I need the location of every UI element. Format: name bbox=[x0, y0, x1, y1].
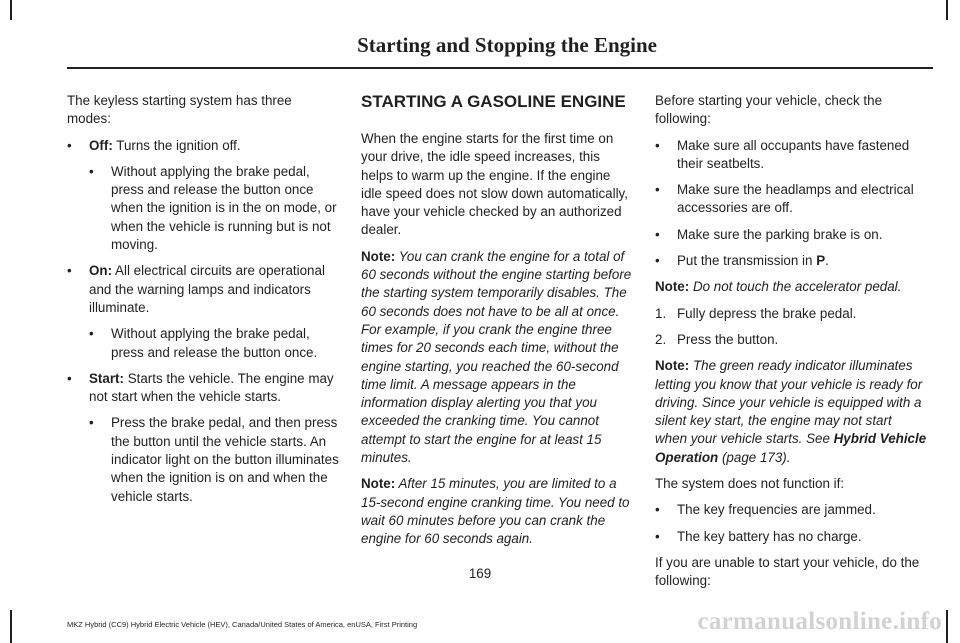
crop-mark-top-right bbox=[946, 0, 948, 20]
check-text: Make sure the headlamps and electrical accessories are off. bbox=[677, 182, 914, 216]
bullet: • bbox=[655, 226, 660, 242]
step-text: Press the button. bbox=[677, 331, 779, 347]
note-label: Note: bbox=[655, 358, 690, 374]
note-text: After 15 minutes, you are limited to a 15-second engine cranking time. You need to wait 60 minutes before you can crank the engine for 60 seconds again. bbox=[361, 476, 630, 547]
closing-text: If you are unable to start your vehicle, do the following: bbox=[655, 554, 920, 589]
column-3 bbox=[655, 92, 927, 599]
mode-sub-text: Without applying the brake pedal, press and release the button once when the ignition is in the on mode, or when the vehicle is running but is not moving. bbox=[111, 163, 337, 253]
mode-term: Start: bbox=[89, 370, 124, 386]
bullet: • bbox=[67, 137, 72, 153]
bullet: • bbox=[655, 137, 660, 153]
mode-text: Starts the vehicle. The engine may not start when the vehicle starts. bbox=[89, 370, 334, 405]
bullet: • bbox=[67, 263, 72, 279]
note-label: Note: bbox=[655, 279, 690, 295]
check-text: Make sure the parking brake is on. bbox=[677, 226, 883, 242]
check-item bbox=[655, 252, 927, 270]
step-text: Fully depress the brake pedal. bbox=[677, 305, 857, 321]
column-1 bbox=[67, 92, 339, 514]
note-accelerator bbox=[655, 278, 927, 296]
check-text-end: . bbox=[825, 253, 829, 269]
intro-text: The keyless starting system has three modes: bbox=[67, 93, 292, 127]
mode-term: Off: bbox=[89, 137, 113, 153]
bullet: • bbox=[89, 326, 94, 342]
system-text: The key battery has no charge. bbox=[677, 528, 862, 544]
mode-off bbox=[67, 137, 339, 155]
watermark: carmanualsonline.info bbox=[697, 608, 942, 635]
system-item bbox=[655, 528, 927, 546]
gear-letter: P bbox=[816, 253, 826, 269]
note-label: Note: bbox=[361, 476, 396, 492]
crop-mark-bottom-left bbox=[10, 610, 12, 643]
mode-sub-text: Without applying the brake pedal, press and release the button once. bbox=[111, 326, 318, 360]
check-text: Make sure all occupants have fastened their seatbelts. bbox=[677, 137, 910, 171]
check-item bbox=[655, 181, 927, 218]
mode-on-sub bbox=[67, 325, 339, 362]
step-number: 1. bbox=[655, 305, 667, 321]
crop-mark-top-left bbox=[10, 0, 12, 20]
page-header-title: Starting and Stopping the Engine bbox=[357, 33, 657, 57]
check-item bbox=[655, 137, 927, 174]
bullet: • bbox=[655, 182, 660, 198]
bullet: • bbox=[67, 370, 72, 386]
column-2 bbox=[361, 92, 633, 557]
page-number: 169 bbox=[468, 566, 492, 581]
mode-start bbox=[67, 370, 339, 407]
note-text: The green ready indicator illuminates letting you know that your vehicle is ready for driving. Since your vehicle is equipped with a silent key start, the engine may not start when your vehicle starts. See bbox=[655, 358, 923, 447]
bullet: • bbox=[89, 415, 94, 431]
note-wait bbox=[361, 475, 633, 548]
section-title: STARTING A GASOLINE ENGINE bbox=[361, 92, 626, 111]
bullet: • bbox=[655, 528, 660, 544]
footer-text: MKZ Hybrid (CC9) Hybrid Electric Vehicle (HEV), Canada/United States of America, enUSA, First Printing bbox=[67, 620, 418, 629]
checklist-intro: Before starting your vehicle, check the following: bbox=[655, 93, 883, 127]
cross-reference-link[interactable]: Hybrid Vehicle Operation bbox=[655, 431, 927, 465]
mode-off-sub bbox=[67, 163, 339, 254]
step-item bbox=[655, 305, 927, 323]
bullet: • bbox=[89, 163, 94, 179]
mode-sub-text: Press the brake pedal, and then press the button until the vehicle starts. An indicator light on the button illuminates when the ignition is on and when the vehicle starts. bbox=[111, 415, 339, 504]
note-cranking bbox=[361, 248, 633, 468]
crop-mark-bottom-right bbox=[946, 610, 948, 643]
note-text: You can crank the engine for a total of 60 seconds without the engine starting before the starting system temporarily disables. The 60 seconds does not have to be all at once. For example, if you crank the engine three times for 20 seconds each time, without the engine starting, you reached the 60-second time limit. A message appears in the information display alerting you that you exceeded the cranking time. You cannot attempt to start the engine for at least 15 minutes. bbox=[361, 248, 632, 466]
note-ready-indicator bbox=[655, 357, 927, 467]
mode-text: Turns the ignition off. bbox=[112, 137, 241, 153]
bullet: • bbox=[655, 253, 660, 269]
page-reference: (page 173). bbox=[718, 449, 791, 465]
system-item bbox=[655, 501, 927, 519]
check-item bbox=[655, 226, 927, 244]
note-label: Note: bbox=[361, 248, 396, 264]
bullet: • bbox=[655, 502, 660, 518]
mode-term: On: bbox=[89, 263, 113, 279]
note-text: Do not touch the accelerator pedal. bbox=[689, 279, 902, 295]
mode-on bbox=[67, 262, 339, 317]
step-item bbox=[655, 331, 927, 349]
step-number: 2. bbox=[655, 331, 667, 347]
paragraph: When the engine starts for the first time on your drive, the idle speed increases, this helps to warm up the engine. If the engine idle speed does not slow down automatically, have your vehicle checked by an authorized dealer. bbox=[361, 131, 628, 238]
system-intro: The system does not function if: bbox=[655, 476, 845, 492]
mode-text: All electrical circuits are operational and the warning lamps and indicators illuminate. bbox=[89, 263, 325, 315]
mode-start-sub bbox=[67, 414, 339, 505]
check-text: Put the transmission in bbox=[677, 253, 817, 269]
system-text: The key frequencies are jammed. bbox=[677, 502, 876, 518]
header-rule bbox=[67, 67, 933, 69]
